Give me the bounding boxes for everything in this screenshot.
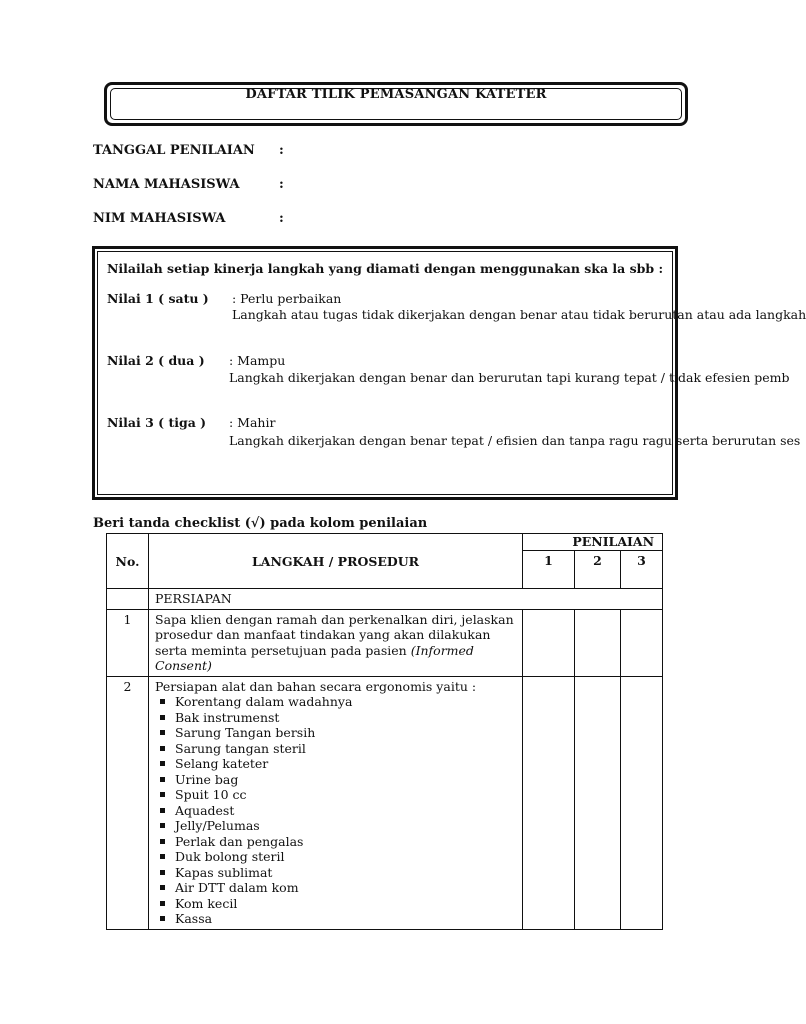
list-item: Duk bolong steril — [155, 849, 516, 865]
header-no: No. — [107, 534, 149, 589]
score-cell-3[interactable] — [621, 676, 663, 929]
list-item: Aquadest — [155, 803, 516, 819]
header-score-1: 1 — [523, 551, 575, 589]
score-cell-1[interactable] — [523, 676, 575, 929]
scale-name-3: : Mahir — [229, 415, 276, 430]
score-cell-1[interactable] — [523, 609, 575, 676]
row-number: 1 — [107, 609, 149, 676]
score-cell-2[interactable] — [575, 676, 621, 929]
checklist-instruction: Beri tanda checklist (√) pada kolom penilaian — [93, 516, 428, 531]
scale-box — [92, 246, 806, 500]
field-colon: : — [279, 211, 284, 226]
list-item: Bak instrumenst — [155, 710, 516, 726]
row-step — [149, 609, 523, 676]
scale-intro: Nilailah setiap kinerja langkah yang diamati dengan menggunakan ska la sbb : — [107, 261, 664, 276]
field-label: TANGGAL PENILAIAN — [93, 143, 255, 158]
list-item: Air DTT dalam kom — [155, 880, 516, 896]
scale-label-2: Nilai 2 ( dua ) — [107, 353, 205, 368]
list-item: Korentang dalam wadahnya — [155, 694, 516, 710]
section-row — [107, 589, 663, 610]
list-item: Selang kateter — [155, 756, 516, 772]
scale-desc-2: Langkah dikerjakan dengan benar dan berurutan tapi kurang tepat / tidak efesien pemb — [229, 370, 790, 385]
field-colon: : — [279, 177, 284, 192]
list-item: Kassa — [155, 911, 516, 927]
list-item: Kom kecil — [155, 896, 516, 912]
list-item: Urine bag — [155, 772, 516, 788]
scale-desc-1: Langkah atau tugas tidak dikerjakan dengan benar atau tidak berurutan atau ada langkah — [232, 307, 806, 322]
section-no-cell — [107, 589, 149, 610]
score-cell-2[interactable] — [575, 609, 621, 676]
equipment-list — [155, 694, 516, 927]
list-item: Kapas sublimat — [155, 865, 516, 881]
header-penilaian: PENILAIAN — [523, 534, 663, 551]
list-item: Perlak dan pengalas — [155, 834, 516, 850]
field-colon: : — [279, 143, 284, 158]
header-langkah-prosedur: LANGKAH / PROSEDUR — [149, 534, 523, 589]
row-step — [149, 676, 523, 929]
table-row — [107, 676, 663, 929]
document-title: DAFTAR TILIK PEMASANGAN KATETER — [245, 87, 547, 102]
list-item: Jelly/Pelumas — [155, 818, 516, 834]
scale-label-1: Nilai 1 ( satu ) — [107, 291, 209, 306]
row-number: 2 — [107, 676, 149, 929]
section-title: PERSIAPAN — [149, 589, 663, 610]
row-step-intro: Persiapan alat dan bahan secara ergonomis yaitu : — [155, 678, 477, 694]
field-tanggal-penilaian — [93, 143, 284, 158]
field-nama-mahasiswa — [93, 177, 284, 192]
table-row — [107, 609, 663, 676]
table-header-row — [107, 534, 663, 551]
scale-name-2: : Mampu — [229, 353, 286, 368]
header-score-3: 3 — [621, 551, 663, 589]
field-label: NAMA MAHASISWA — [93, 177, 240, 192]
field-label: NIM MAHASISWA — [93, 211, 226, 226]
list-item: Spuit 10 cc — [155, 787, 516, 803]
list-item: Sarung tangan steril — [155, 741, 516, 757]
row-step-text: Sapa klien dengan ramah dan perkenalkan diri, jelaskan prosedur dan manfaat tindakan yang akan dilakukan serta meminta persetujuan pada pasien — [155, 611, 514, 658]
scale-name-1: : Perlu perbaikan — [232, 291, 342, 306]
checklist-table — [106, 533, 663, 930]
list-item: Sarung Tangan bersih — [155, 725, 516, 741]
row-step-italic: (Informed Consent) — [155, 642, 474, 673]
title-frame — [104, 82, 688, 126]
header-score-2: 2 — [575, 551, 621, 589]
field-nim-mahasiswa — [93, 211, 284, 226]
scale-desc-3: Langkah dikerjakan dengan benar tepat / efisien dan tanpa ragu ragu serta berurutan ses — [229, 433, 801, 448]
scale-label-3: Nilai 3 ( tiga ) — [107, 415, 207, 430]
score-cell-3[interactable] — [621, 609, 663, 676]
